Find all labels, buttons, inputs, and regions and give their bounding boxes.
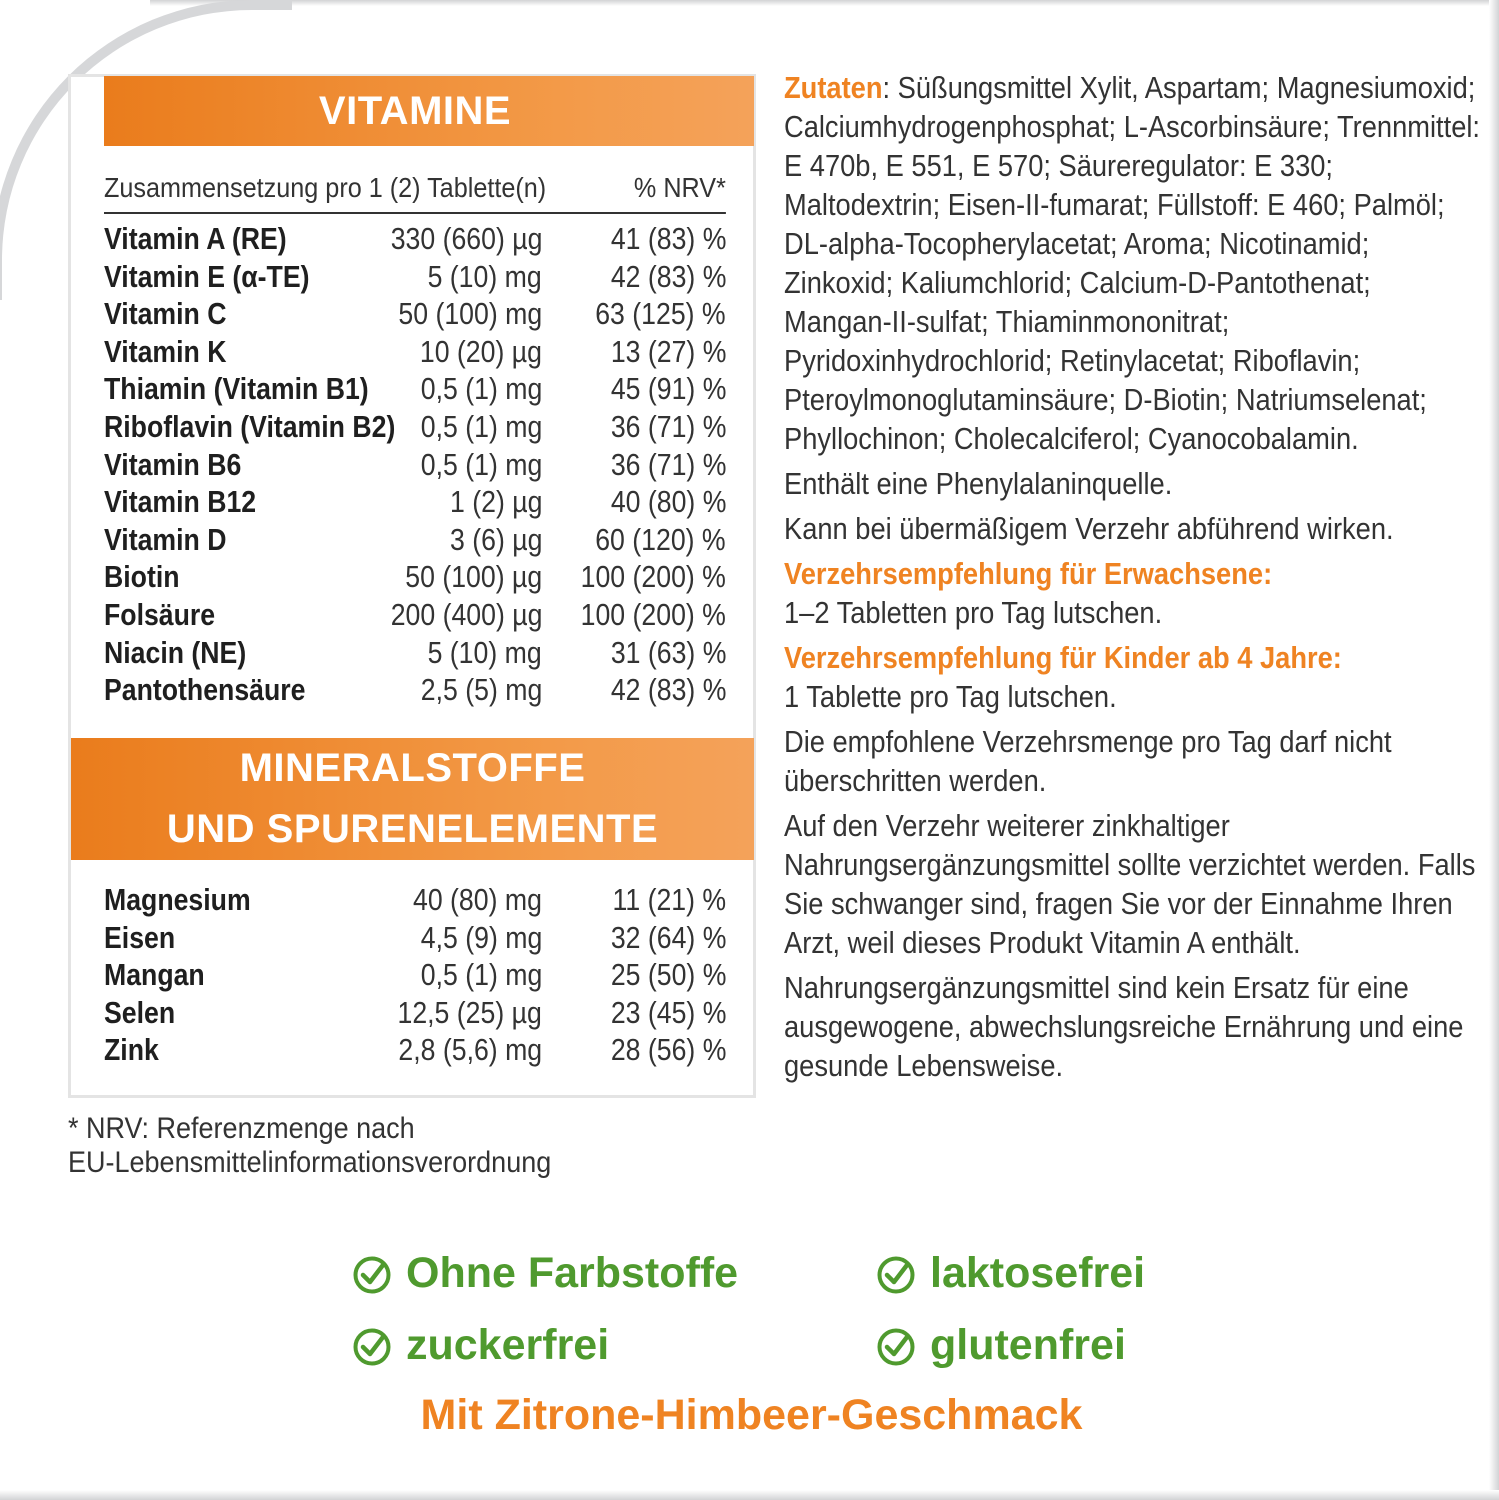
check-circle-icon	[876, 1327, 916, 1367]
table-row	[104, 919, 726, 957]
nrv-footnote	[68, 1112, 698, 1180]
phenylalanine-notice: Enthält eine Phenylalaninquelle.	[784, 466, 1173, 501]
nutrient-amount: 4,5 (9) mg	[420, 919, 542, 955]
information-column	[784, 68, 1494, 1091]
nutrient-amount: 0,5 (1) mg	[420, 371, 542, 407]
badge-label: glutenfrei	[930, 1321, 1126, 1369]
nutrient-nrv: 42 (83) %	[610, 258, 726, 294]
table-row	[104, 333, 726, 371]
nutrient-name: Folsäure	[104, 597, 216, 632]
footnote-line2: EU-Lebensmittelinformationsverordnung	[68, 1146, 552, 1179]
check-circle-icon	[352, 1327, 392, 1367]
table-header-nrv: % NRV*	[633, 172, 726, 203]
check-circle-icon	[876, 1255, 916, 1295]
table-row	[104, 671, 726, 709]
nutrient-amount: 10 (20) µg	[419, 333, 542, 369]
nutrient-nrv: 32 (64) %	[610, 919, 726, 955]
nutrient-amount: 5 (10) mg	[427, 634, 542, 670]
nutrient-amount: 0,5 (1) mg	[420, 446, 542, 482]
dosage-limit-notice: Die empfohlene Verzehrsmenge pro Tag darf nicht überschritten werden.	[784, 724, 1392, 798]
adult-dosage-heading: Verzehrsempfehlung für Erwachsene:	[784, 556, 1273, 591]
footnote-line1: * NRV: Referenzmenge nach	[68, 1112, 415, 1145]
package-edge-top	[150, 0, 1499, 6]
vitamine-heading-band	[104, 76, 754, 146]
table-row	[104, 258, 726, 296]
nutrient-name: Mangan	[104, 957, 205, 993]
nutrient-amount: 40 (80) mg	[413, 882, 542, 917]
nutrient-nrv: 100 (200) %	[580, 559, 726, 595]
badge-label: zuckerfrei	[406, 1321, 610, 1369]
nutrient-nrv: 13 (27) %	[610, 333, 726, 369]
ingredients-label: Zutaten	[784, 70, 883, 105]
mineral-heading-band	[71, 738, 754, 860]
nutrient-amount: 5 (10) mg	[427, 258, 542, 294]
table-header-composition: Zusammensetzung pro 1 (2) Tablette(n)	[104, 172, 547, 203]
nutrient-nrv: 36 (71) %	[610, 409, 726, 444]
table-row	[104, 408, 726, 446]
nutrient-amount: 200 (400) µg	[390, 597, 542, 632]
nutrient-name: Riboflavin (Vitamin B2)	[104, 409, 396, 444]
table-row	[104, 634, 726, 672]
nutrient-amount: 0,5 (1) mg	[420, 409, 542, 444]
table-row	[104, 956, 726, 994]
flavor-tagline	[0, 1388, 1499, 1442]
nutrient-name: Niacin (NE)	[104, 634, 247, 670]
nutrient-amount: 330 (660) µg	[390, 221, 542, 256]
nutrient-amount: 2,5 (5) mg	[420, 672, 542, 708]
ingredients-paragraph	[784, 68, 1484, 458]
zinc-pregnancy-warning: Auf den Verzehr weiterer zinkhaltiger Nahrungsergänzungsmittel sollte verzichtet werden. Falls Sie schwanger sind, fragen Sie vor der Einnahme Ihren Arzt, weil dieses Produkt Vitamin A enthält.	[784, 808, 1476, 960]
nutrient-name: Vitamin C	[104, 296, 227, 332]
nutrient-nrv: 40 (80) %	[610, 484, 726, 520]
nutrient-name: Vitamin B6	[104, 446, 242, 482]
nutrient-nrv: 28 (56) %	[610, 1032, 726, 1068]
badge-label: laktosefrei	[930, 1249, 1146, 1297]
nutrient-amount: 50 (100) µg	[405, 559, 542, 595]
child-dosage-heading: Verzehrsempfehlung für Kinder ab 4 Jahre:	[784, 640, 1342, 675]
nutrient-amount: 3 (6) µg	[449, 521, 542, 557]
nutrient-name: Vitamin K	[104, 333, 227, 369]
nutrient-name: Vitamin D	[104, 521, 227, 557]
table-row	[104, 220, 726, 258]
nutrient-nrv: 60 (120) %	[595, 521, 726, 557]
vitamine-heading: VITAMINE	[318, 89, 512, 133]
supplement-disclaimer: Nahrungsergänzungsmittel sind kein Ersatz für eine ausgewogene, abwechslungsreiche Ernährung und eine gesunde Lebensweise.	[784, 970, 1464, 1083]
nutrient-amount: 50 (100) mg	[398, 296, 542, 332]
table-row	[104, 558, 726, 596]
nutrient-amount: 2,8 (5,6) mg	[398, 1032, 542, 1068]
nutrient-name: Vitamin B12	[104, 484, 257, 520]
laxative-notice: Kann bei übermäßigem Verzehr abführend wirken.	[784, 511, 1394, 546]
nutrient-name: Selen	[104, 994, 176, 1030]
table-row	[104, 483, 726, 521]
table-row	[104, 446, 726, 484]
mineral-heading-line1: MINERALSTOFFE	[239, 746, 586, 790]
nutrient-nrv: 25 (50) %	[610, 957, 726, 993]
nutrient-name: Vitamin E (α-TE)	[104, 258, 310, 294]
nutrient-nrv: 63 (125) %	[595, 296, 726, 332]
nutrient-name: Magnesium	[104, 882, 251, 917]
nutrient-name: Vitamin A (RE)	[104, 221, 287, 256]
ingredients-text: : Süßungsmittel Xylit, Aspartam; Magnesiumoxid; Calciumhydrogenphosphat; L-Ascorbinsäure; Trennmittel: E 470b, E 551, E 570; Säureregulator: E 330; Maltodextrin; Eisen-II-fumarat; Füllstoff: E 460; Palmöl; DL-alpha-Tocopherylacetat; Aroma; Nicotinamid; Zinkoxid; Kaliumchlorid; Calcium-D-Pantothenat; Mangan-II-sulfat; Thiaminmononitrat; Pyridoxinhydrochlorid; Retinylacetat; Riboflavin; Pteroylmonoglutaminsäure; D-Biotin; Natriumselenat; Phyllochinon; Cholecalciferol; Cyanocobalamin.	[784, 70, 1481, 456]
nutrient-name: Thiamin (Vitamin B1)	[104, 371, 369, 407]
nutrient-nrv: 23 (45) %	[610, 994, 726, 1030]
badge-label: Ohne Farbstoffe	[406, 1249, 739, 1297]
nutrient-nrv: 11 (21) %	[612, 882, 726, 917]
table-row	[104, 1031, 726, 1069]
mineral-heading-line2: UND SPURENELEMENTE	[166, 807, 659, 851]
nutrient-nrv: 45 (91) %	[610, 371, 726, 407]
nutrient-amount: 0,5 (1) mg	[420, 957, 542, 993]
nutrient-amount: 12,5 (25) µg	[397, 994, 542, 1030]
nutrient-nrv: 100 (200) %	[580, 597, 726, 632]
nutrient-nrv: 41 (83) %	[610, 221, 726, 256]
child-dosage-text: 1 Tablette pro Tag lutschen.	[784, 679, 1117, 714]
table-row	[104, 596, 726, 634]
adult-dosage-text: 1–2 Tabletten pro Tag lutschen.	[784, 595, 1163, 630]
nutrient-amount: 1 (2) µg	[449, 484, 542, 520]
package-edge-bottom	[0, 1490, 1499, 1500]
nutrient-name: Zink	[104, 1032, 159, 1068]
table-header	[104, 170, 726, 214]
nutrient-name: Pantothensäure	[104, 672, 306, 708]
nutrient-nrv: 31 (63) %	[610, 634, 726, 670]
table-row	[104, 295, 726, 333]
table-row	[104, 994, 726, 1032]
nutrient-nrv: 36 (71) %	[610, 446, 726, 482]
table-row	[104, 521, 726, 559]
nutrient-name: Biotin	[104, 559, 180, 595]
nutrient-nrv: 42 (83) %	[610, 672, 726, 708]
nutrient-name: Eisen	[104, 919, 176, 955]
flavor-tagline-text: Mit Zitrone-Himbeer-Geschmack	[420, 1391, 1083, 1439]
check-circle-icon	[352, 1255, 392, 1295]
table-row	[104, 881, 726, 919]
table-row	[104, 370, 726, 408]
